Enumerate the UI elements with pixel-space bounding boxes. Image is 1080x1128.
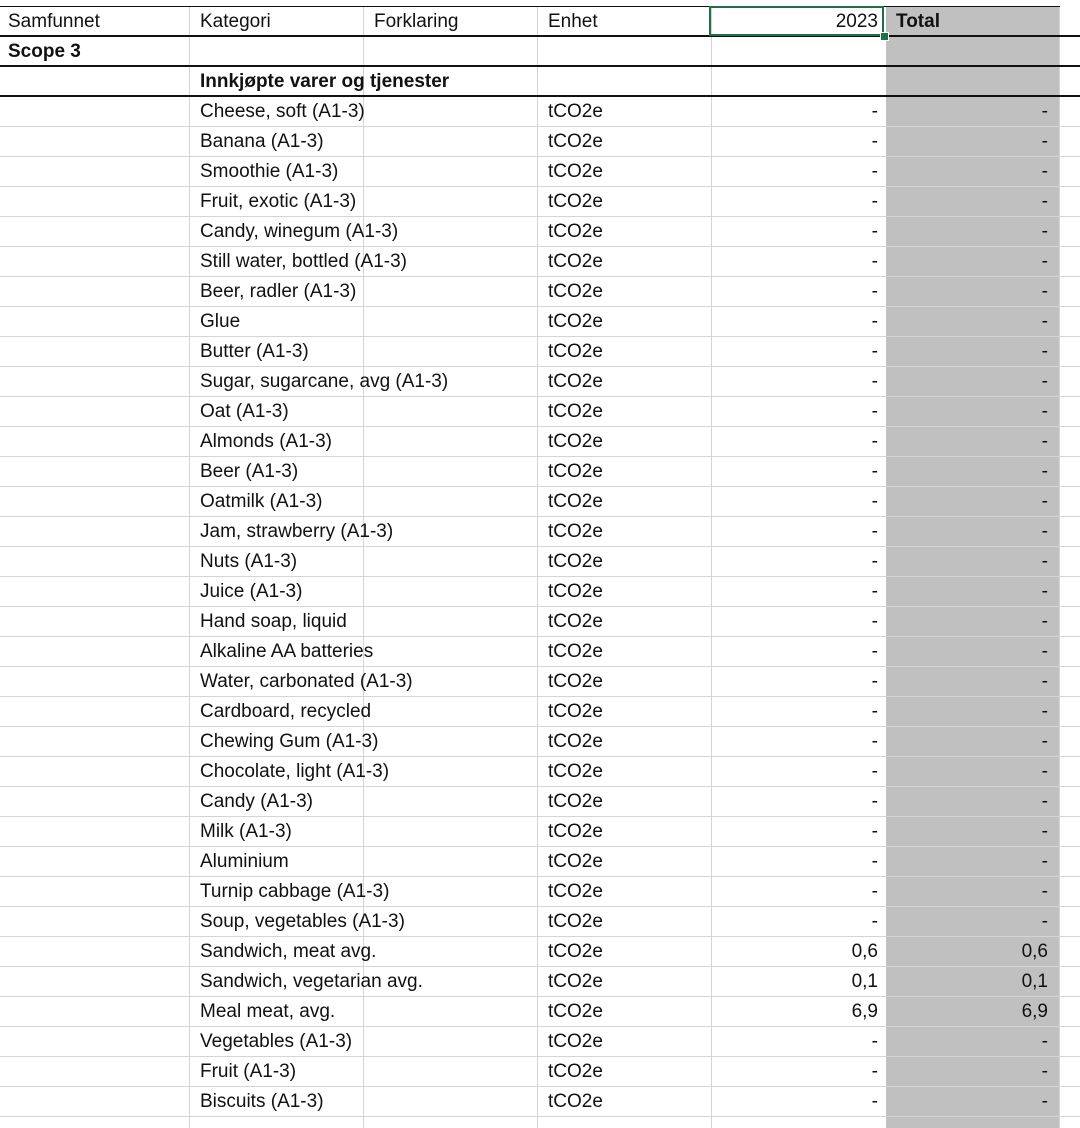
row-total[interactable]: -: [1041, 791, 1048, 812]
row-unit[interactable]: tCO2e: [548, 911, 603, 932]
row-total[interactable]: -: [1041, 1091, 1048, 1112]
row-total[interactable]: -: [1041, 491, 1048, 512]
table-row: [0, 967, 1080, 997]
row-name[interactable]: Oat (A1-3): [200, 401, 289, 422]
row-unit[interactable]: tCO2e: [548, 941, 603, 962]
row-value-2023[interactable]: -: [871, 1061, 878, 1082]
table-row: [0, 997, 1080, 1027]
row-value-2023[interactable]: -: [871, 1031, 878, 1052]
row-total[interactable]: -: [1041, 701, 1048, 722]
table-row: [0, 757, 1080, 787]
row-name[interactable]: Nuts (A1-3): [200, 551, 298, 572]
table-row: [0, 337, 1080, 367]
row-unit[interactable]: tCO2e: [548, 551, 603, 572]
row-total[interactable]: -: [1041, 1031, 1048, 1052]
row-total[interactable]: -: [1041, 281, 1048, 302]
row-unit[interactable]: tCO2e: [548, 821, 603, 842]
row-name[interactable]: Fruit (A1-3): [200, 1061, 297, 1082]
header-total[interactable]: Total: [896, 11, 940, 32]
row-unit[interactable]: tCO2e: [548, 341, 603, 362]
row-total[interactable]: -: [1041, 581, 1048, 602]
row-name[interactable]: Candy, winegum (A1-3): [200, 221, 399, 242]
row-unit[interactable]: tCO2e: [548, 371, 603, 392]
row-name[interactable]: Cheese, soft (A1-3): [200, 101, 365, 122]
row-unit[interactable]: tCO2e: [548, 671, 603, 692]
row-unit[interactable]: tCO2e: [548, 611, 603, 632]
scope-row: [0, 37, 1080, 67]
row-value-2023[interactable]: -: [871, 911, 878, 932]
row-value-2023[interactable]: -: [871, 311, 878, 332]
row-name[interactable]: Vegetables (A1-3): [200, 1031, 353, 1052]
row-total[interactable]: -: [1041, 131, 1048, 152]
table-row: [0, 517, 1080, 547]
row-name[interactable]: Water, carbonated (A1-3): [200, 671, 413, 692]
table-row: [0, 1087, 1080, 1117]
row-name[interactable]: Chewing Gum (A1-3): [200, 731, 379, 752]
row-name[interactable]: Hand soap, liquid: [200, 611, 347, 632]
row-value-2023[interactable]: -: [871, 131, 878, 152]
row-name[interactable]: Banana (A1-3): [200, 131, 324, 152]
table-row: [0, 247, 1080, 277]
row-total[interactable]: -: [1041, 431, 1048, 452]
row-value-2023[interactable]: -: [871, 491, 878, 512]
row-name[interactable]: Sandwich, vegetarian avg.: [200, 971, 423, 992]
row-unit[interactable]: tCO2e: [548, 1091, 603, 1112]
row-name[interactable]: Sugar, sugarcane, avg (A1-3): [200, 371, 449, 392]
table-row: [0, 577, 1080, 607]
row-total[interactable]: -: [1041, 161, 1048, 182]
table-row: [0, 727, 1080, 757]
row-value-2023[interactable]: -: [871, 431, 878, 452]
row-name[interactable]: Fruit, exotic (A1-3): [200, 191, 357, 212]
row-name[interactable]: Meal meat, avg.: [200, 1001, 336, 1022]
row-value-2023[interactable]: -: [871, 461, 878, 482]
table-row: [0, 457, 1080, 487]
row-total[interactable]: -: [1041, 101, 1048, 122]
row-total[interactable]: -: [1041, 611, 1048, 632]
table-row: [0, 1027, 1080, 1057]
row-value-2023[interactable]: -: [871, 701, 878, 722]
table-row: [0, 127, 1080, 157]
row-total[interactable]: -: [1041, 671, 1048, 692]
row-value-2023[interactable]: -: [871, 221, 878, 242]
table-row: [0, 277, 1080, 307]
row-unit[interactable]: tCO2e: [548, 731, 603, 752]
row-unit[interactable]: tCO2e: [548, 761, 603, 782]
row-name[interactable]: Butter (A1-3): [200, 341, 309, 362]
header-row: [0, 7, 1080, 37]
row-value-2023[interactable]: -: [871, 401, 878, 422]
row-name[interactable]: Alkaline AA batteries: [200, 641, 374, 662]
row-total[interactable]: -: [1041, 191, 1048, 212]
table-row: [0, 307, 1080, 337]
row-unit[interactable]: tCO2e: [548, 1001, 603, 1022]
scope-label[interactable]: Scope 3: [8, 41, 81, 62]
row-name[interactable]: Aluminium: [200, 851, 289, 872]
table-row: [0, 367, 1080, 397]
row-name[interactable]: Milk (A1-3): [200, 821, 292, 842]
row-unit[interactable]: tCO2e: [548, 221, 603, 242]
row-total[interactable]: -: [1041, 401, 1048, 422]
row-value-2023[interactable]: -: [871, 101, 878, 122]
row-unit[interactable]: tCO2e: [548, 851, 603, 872]
row-value-2023[interactable]: -: [871, 371, 878, 392]
table-row: [0, 547, 1080, 577]
row-total[interactable]: -: [1041, 341, 1048, 362]
row-total[interactable]: -: [1041, 461, 1048, 482]
row-name[interactable]: Turnip cabbage (A1-3): [200, 881, 390, 902]
row-value-2023[interactable]: -: [871, 551, 878, 572]
row-unit[interactable]: tCO2e: [548, 251, 603, 272]
table-row: [0, 697, 1080, 727]
row-unit[interactable]: tCO2e: [548, 581, 603, 602]
row-value-2023[interactable]: -: [871, 1091, 878, 1112]
row-unit[interactable]: tCO2e: [548, 641, 603, 662]
row-value-2023[interactable]: -: [871, 161, 878, 182]
table-row: [0, 667, 1080, 697]
row-name[interactable]: Oatmilk (A1-3): [200, 491, 323, 512]
row-name[interactable]: Glue: [200, 311, 241, 332]
row-value-2023[interactable]: 0,1: [851, 971, 878, 992]
row-unit[interactable]: tCO2e: [548, 131, 603, 152]
row-name[interactable]: Almonds (A1-3): [200, 431, 332, 452]
row-unit[interactable]: tCO2e: [548, 971, 603, 992]
table-row: [0, 217, 1080, 247]
row-value-2023[interactable]: -: [871, 341, 878, 362]
row-value-2023[interactable]: -: [871, 731, 878, 752]
row-unit[interactable]: tCO2e: [548, 311, 603, 332]
row-unit[interactable]: tCO2e: [548, 791, 603, 812]
row-total[interactable]: -: [1041, 761, 1048, 782]
row-name[interactable]: Jam, strawberry (A1-3): [200, 521, 394, 542]
header-forklaring[interactable]: Forklaring: [374, 11, 459, 32]
row-name[interactable]: Juice (A1-3): [200, 581, 303, 602]
row-name[interactable]: Beer (A1-3): [200, 461, 299, 482]
row-total[interactable]: -: [1041, 221, 1048, 242]
row-unit[interactable]: tCO2e: [548, 191, 603, 212]
table-row: [0, 637, 1080, 667]
row-total[interactable]: -: [1041, 911, 1048, 932]
row-total[interactable]: 6,9: [1021, 1001, 1048, 1022]
header-enhet[interactable]: Enhet: [548, 11, 598, 32]
row-value-2023[interactable]: -: [871, 851, 878, 872]
selected-cell-outline[interactable]: [709, 6, 884, 36]
row-value-2023[interactable]: -: [871, 251, 878, 272]
row-total[interactable]: -: [1041, 251, 1048, 272]
row-value-2023[interactable]: -: [871, 191, 878, 212]
row-value-2023[interactable]: -: [871, 281, 878, 302]
row-name[interactable]: Sandwich, meat avg.: [200, 941, 377, 962]
table-row: [0, 907, 1080, 937]
row-value-2023[interactable]: 6,9: [851, 1001, 878, 1022]
row-value-2023[interactable]: -: [871, 791, 878, 812]
row-unit[interactable]: tCO2e: [548, 101, 603, 122]
row-total[interactable]: -: [1041, 371, 1048, 392]
row-total[interactable]: -: [1041, 641, 1048, 662]
section-row: [0, 67, 1080, 97]
row-value-2023[interactable]: -: [871, 641, 878, 662]
row-unit[interactable]: tCO2e: [548, 491, 603, 512]
table-row: [0, 877, 1080, 907]
row-unit[interactable]: tCO2e: [548, 281, 603, 302]
row-unit[interactable]: tCO2e: [548, 1061, 603, 1082]
row-total[interactable]: -: [1041, 311, 1048, 332]
row-unit[interactable]: tCO2e: [548, 881, 603, 902]
row-value-2023[interactable]: -: [871, 611, 878, 632]
row-unit[interactable]: tCO2e: [548, 461, 603, 482]
row-unit[interactable]: tCO2e: [548, 431, 603, 452]
table-row: [0, 937, 1080, 967]
row-total[interactable]: -: [1041, 821, 1048, 842]
row-unit[interactable]: tCO2e: [548, 701, 603, 722]
table-row: [0, 1057, 1080, 1087]
section-label[interactable]: Innkjøpte varer og tjenester: [200, 71, 450, 92]
row-value-2023[interactable]: -: [871, 821, 878, 842]
row-name[interactable]: Candy (A1-3): [200, 791, 313, 812]
row-total[interactable]: -: [1041, 1061, 1048, 1082]
row-unit[interactable]: tCO2e: [548, 401, 603, 422]
table-row: [0, 787, 1080, 817]
header-samfunnet[interactable]: Samfunnet: [8, 11, 100, 32]
row-value-2023[interactable]: -: [871, 671, 878, 692]
row-total[interactable]: -: [1041, 851, 1048, 872]
row-total[interactable]: -: [1041, 551, 1048, 572]
header-year[interactable]: 2023: [835, 11, 878, 32]
row-total[interactable]: -: [1041, 521, 1048, 542]
table-row: [0, 97, 1080, 127]
table-row: [0, 157, 1080, 187]
table-row: [0, 427, 1080, 457]
row-value-2023[interactable]: 0,6: [851, 941, 878, 962]
row-value-2023[interactable]: -: [871, 881, 878, 902]
fill-handle[interactable]: [880, 32, 889, 41]
row-name[interactable]: Beer, radler (A1-3): [200, 281, 357, 302]
header-kategori[interactable]: Kategori: [200, 11, 271, 32]
row-name[interactable]: Still water, bottled (A1-3): [200, 251, 407, 272]
table-row: [0, 847, 1080, 877]
row-total[interactable]: -: [1041, 881, 1048, 902]
row-unit[interactable]: tCO2e: [548, 1031, 603, 1052]
row-value-2023[interactable]: -: [871, 761, 878, 782]
row-name[interactable]: Cardboard, recycled: [200, 701, 372, 722]
row-name[interactable]: Biscuits (A1-3): [200, 1091, 324, 1112]
table-row: [0, 817, 1080, 847]
row-unit[interactable]: tCO2e: [548, 161, 603, 182]
table-row: [0, 397, 1080, 427]
row-name[interactable]: Smoothie (A1-3): [200, 161, 339, 182]
row-value-2023[interactable]: -: [871, 581, 878, 602]
row-value-2023[interactable]: -: [871, 521, 878, 542]
table-row: [0, 487, 1080, 517]
row-total[interactable]: 0,1: [1021, 971, 1048, 992]
row-name[interactable]: Soup, vegetables (A1-3): [200, 911, 405, 932]
row-unit[interactable]: tCO2e: [548, 521, 603, 542]
row-total[interactable]: -: [1041, 731, 1048, 752]
table-row: [0, 607, 1080, 637]
row-name[interactable]: Chocolate, light (A1-3): [200, 761, 390, 782]
table-row: [0, 187, 1080, 217]
row-total[interactable]: 0,6: [1021, 941, 1048, 962]
